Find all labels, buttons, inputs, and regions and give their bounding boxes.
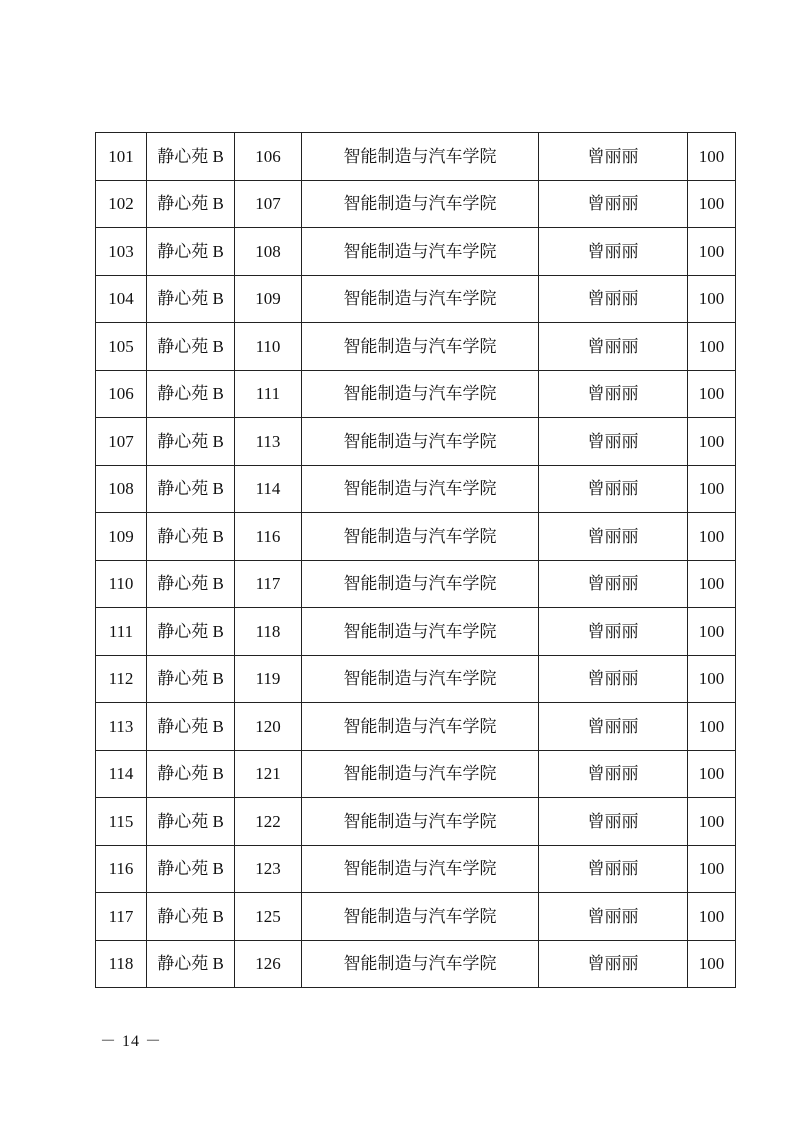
counselor-cell: 曾丽丽	[539, 465, 688, 513]
college-cell: 智能制造与汽车学院	[302, 655, 539, 703]
counselor-cell: 曾丽丽	[539, 133, 688, 181]
room-number-cell: 113	[235, 418, 302, 466]
counselor-cell: 曾丽丽	[539, 323, 688, 371]
college-cell: 智能制造与汽车学院	[302, 893, 539, 941]
room-number-cell: 116	[235, 513, 302, 561]
building-cell: 静心苑 B	[147, 180, 235, 228]
serial-number-cell: 104	[96, 275, 147, 323]
score-cell: 100	[688, 703, 736, 751]
table-row	[96, 893, 736, 941]
table-row	[96, 133, 736, 181]
table-row	[96, 370, 736, 418]
building-cell: 静心苑 B	[147, 133, 235, 181]
score-cell: 100	[688, 750, 736, 798]
college-cell: 智能制造与汽车学院	[302, 465, 539, 513]
serial-number-cell: 118	[96, 940, 147, 988]
table-row	[96, 180, 736, 228]
counselor-cell: 曾丽丽	[539, 703, 688, 751]
counselor-cell: 曾丽丽	[539, 418, 688, 466]
room-number-cell: 114	[235, 465, 302, 513]
counselor-cell: 曾丽丽	[539, 845, 688, 893]
table-row	[96, 940, 736, 988]
table-row	[96, 608, 736, 656]
table-row	[96, 560, 736, 608]
room-number-cell: 118	[235, 608, 302, 656]
table-row	[96, 655, 736, 703]
serial-number-cell: 108	[96, 465, 147, 513]
college-cell: 智能制造与汽车学院	[302, 750, 539, 798]
building-cell: 静心苑 B	[147, 893, 235, 941]
score-cell: 100	[688, 608, 736, 656]
score-cell: 100	[688, 133, 736, 181]
table-row	[96, 513, 736, 561]
table-row	[96, 228, 736, 276]
serial-number-cell: 110	[96, 560, 147, 608]
serial-number-cell: 106	[96, 370, 147, 418]
score-cell: 100	[688, 228, 736, 276]
counselor-cell: 曾丽丽	[539, 798, 688, 846]
dormitory-table	[95, 132, 735, 988]
room-number-cell: 108	[235, 228, 302, 276]
score-cell: 100	[688, 893, 736, 941]
score-cell: 100	[688, 655, 736, 703]
room-number-cell: 120	[235, 703, 302, 751]
college-cell: 智能制造与汽车学院	[302, 703, 539, 751]
college-cell: 智能制造与汽车学院	[302, 180, 539, 228]
counselor-cell: 曾丽丽	[539, 180, 688, 228]
serial-number-cell: 115	[96, 798, 147, 846]
college-cell: 智能制造与汽车学院	[302, 560, 539, 608]
counselor-cell: 曾丽丽	[539, 275, 688, 323]
college-cell: 智能制造与汽车学院	[302, 608, 539, 656]
table-row	[96, 798, 736, 846]
building-cell: 静心苑 B	[147, 655, 235, 703]
building-cell: 静心苑 B	[147, 228, 235, 276]
building-cell: 静心苑 B	[147, 608, 235, 656]
serial-number-cell: 112	[96, 655, 147, 703]
score-cell: 100	[688, 560, 736, 608]
page-number: － 14 －	[100, 1033, 163, 1050]
building-cell: 静心苑 B	[147, 465, 235, 513]
college-cell: 智能制造与汽车学院	[302, 940, 539, 988]
building-cell: 静心苑 B	[147, 560, 235, 608]
college-cell: 智能制造与汽车学院	[302, 323, 539, 371]
serial-number-cell: 117	[96, 893, 147, 941]
building-cell: 静心苑 B	[147, 370, 235, 418]
room-number-cell: 121	[235, 750, 302, 798]
data-table	[95, 132, 736, 988]
college-cell: 智能制造与汽车学院	[302, 228, 539, 276]
building-cell: 静心苑 B	[147, 418, 235, 466]
building-cell: 静心苑 B	[147, 798, 235, 846]
college-cell: 智能制造与汽车学院	[302, 275, 539, 323]
college-cell: 智能制造与汽车学院	[302, 418, 539, 466]
building-cell: 静心苑 B	[147, 845, 235, 893]
college-cell: 智能制造与汽车学院	[302, 845, 539, 893]
table-row	[96, 750, 736, 798]
counselor-cell: 曾丽丽	[539, 560, 688, 608]
score-cell: 100	[688, 845, 736, 893]
room-number-cell: 111	[235, 370, 302, 418]
score-cell: 100	[688, 798, 736, 846]
room-number-cell: 122	[235, 798, 302, 846]
building-cell: 静心苑 B	[147, 323, 235, 371]
counselor-cell: 曾丽丽	[539, 370, 688, 418]
serial-number-cell: 105	[96, 323, 147, 371]
college-cell: 智能制造与汽车学院	[302, 798, 539, 846]
score-cell: 100	[688, 370, 736, 418]
table-row	[96, 703, 736, 751]
counselor-cell: 曾丽丽	[539, 893, 688, 941]
serial-number-cell: 103	[96, 228, 147, 276]
table-row	[96, 845, 736, 893]
counselor-cell: 曾丽丽	[539, 608, 688, 656]
room-number-cell: 109	[235, 275, 302, 323]
table-row	[96, 323, 736, 371]
room-number-cell: 119	[235, 655, 302, 703]
room-number-cell: 107	[235, 180, 302, 228]
building-cell: 静心苑 B	[147, 703, 235, 751]
college-cell: 智能制造与汽车学院	[302, 513, 539, 561]
table-row	[96, 275, 736, 323]
serial-number-cell: 101	[96, 133, 147, 181]
serial-number-cell: 113	[96, 703, 147, 751]
room-number-cell: 126	[235, 940, 302, 988]
college-cell: 智能制造与汽车学院	[302, 133, 539, 181]
score-cell: 100	[688, 465, 736, 513]
room-number-cell: 125	[235, 893, 302, 941]
building-cell: 静心苑 B	[147, 940, 235, 988]
serial-number-cell: 116	[96, 845, 147, 893]
score-cell: 100	[688, 513, 736, 561]
building-cell: 静心苑 B	[147, 513, 235, 561]
college-cell: 智能制造与汽车学院	[302, 370, 539, 418]
counselor-cell: 曾丽丽	[539, 513, 688, 561]
table-body	[96, 133, 736, 988]
table-row	[96, 418, 736, 466]
counselor-cell: 曾丽丽	[539, 655, 688, 703]
serial-number-cell: 114	[96, 750, 147, 798]
score-cell: 100	[688, 323, 736, 371]
serial-number-cell: 109	[96, 513, 147, 561]
room-number-cell: 117	[235, 560, 302, 608]
serial-number-cell: 107	[96, 418, 147, 466]
room-number-cell: 110	[235, 323, 302, 371]
score-cell: 100	[688, 180, 736, 228]
serial-number-cell: 102	[96, 180, 147, 228]
building-cell: 静心苑 B	[147, 750, 235, 798]
room-number-cell: 106	[235, 133, 302, 181]
counselor-cell: 曾丽丽	[539, 940, 688, 988]
counselor-cell: 曾丽丽	[539, 750, 688, 798]
score-cell: 100	[688, 940, 736, 988]
score-cell: 100	[688, 418, 736, 466]
table-row	[96, 465, 736, 513]
score-cell: 100	[688, 275, 736, 323]
serial-number-cell: 111	[96, 608, 147, 656]
counselor-cell: 曾丽丽	[539, 228, 688, 276]
room-number-cell: 123	[235, 845, 302, 893]
building-cell: 静心苑 B	[147, 275, 235, 323]
